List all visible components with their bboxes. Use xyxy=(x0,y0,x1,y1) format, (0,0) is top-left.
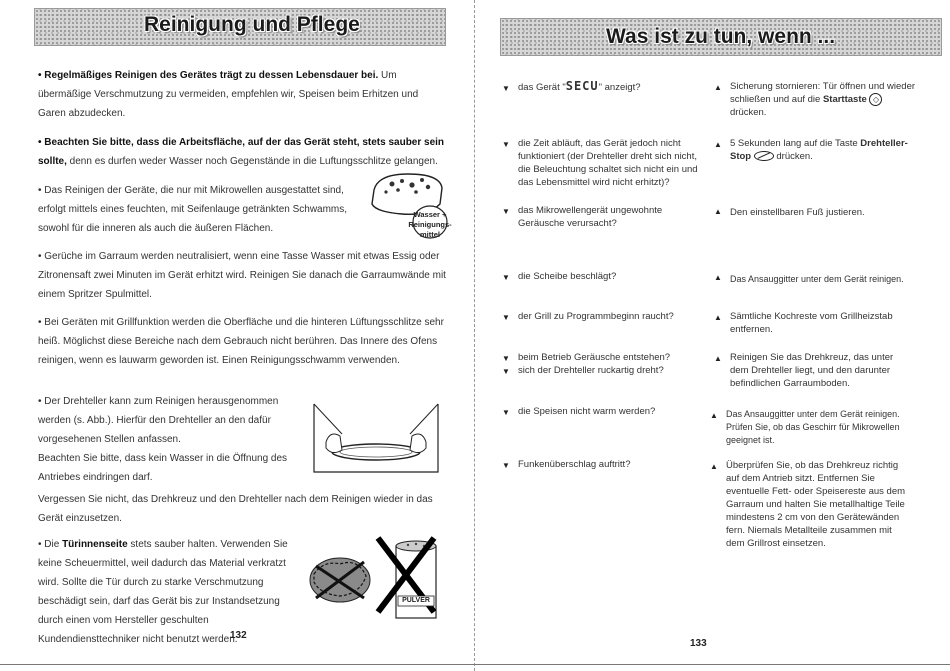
question-marker: ▼ xyxy=(502,461,510,470)
question-marker: ▼ xyxy=(502,367,510,376)
answer-marker: ▲ xyxy=(710,462,718,471)
answer-4: Das Ansauggitter unter dem Gerät reinigen. xyxy=(730,274,904,284)
paragraph-grill-function: • Bei Geräten mit Grillfunktion werden die Oberfläche und die hinteren Lüftungsschlitze sehr heiß. Möglichst diese Bereiche nach dem Gebrauch nicht berühren. Das Innere des Ofens reinigen, wenn es lauwarm geworden ist. Einen Reinigungsschwamm verwenden. xyxy=(38,317,444,366)
question-4: die Scheibe beschlägt? xyxy=(518,271,617,282)
paragraph-reinsert-reminder: Vergessen Sie nicht, das Drehkreuz und den Drehteller nach dem Reinigen wieder in das Gerät einzusetzen. xyxy=(38,494,433,524)
paragraph-work-surface: • Beachten Sie bitte, dass die Arbeitsfläche, auf der das Gerät steht, stets sauber sein sollte, denn es durfen weder Wasser noch Gegenstände in die Luftungsschlitze gelangen. xyxy=(38,137,445,167)
question-marker: ▼ xyxy=(502,84,510,93)
paragraph-door-inside: • Die Türinnenseite stets sauber halten. Verwenden Sie keine Scheuermittel, weil dadurch das Material verkratzt wird. Sollte die Tür durch zu starke Verschmutzung beschädigt sein, darf das Gerät bis zur Instandsetzung durch einen vom Hersteller geschulten Kundendiensttechniker nicht benutzt werden. xyxy=(38,539,288,645)
no-abrasive-illustration xyxy=(300,536,448,622)
sponge-label: Wasser + Reinigungs- mittel xyxy=(408,210,452,239)
left-page-number: 132 xyxy=(230,630,247,641)
question-marker: ▼ xyxy=(502,313,510,322)
question-1: das Gerät "SECU" anzeigt? xyxy=(518,79,641,93)
left-page-title: Reinigung und Pflege xyxy=(144,13,360,36)
pulver-label: PULVER xyxy=(402,597,430,604)
paragraph-sponge-cleaning: • Das Reinigen der Geräte, die nur mit Mikrowellen ausgestattet sind, erfolgt mittels eines feuchten, mit Seifenlauge getränkten Schwamms, sowohl für die inneren als auch die äußeren Flächen. xyxy=(38,185,348,234)
answer-marker: ▲ xyxy=(714,83,722,92)
question-6b: sich der Drehteller ruckartig dreht? xyxy=(518,365,664,376)
answer-6: Reinigen Sie das Drehkreuz, das unter dem Drehteller liegt, und den darunter befindlichen Garraumboden. xyxy=(730,352,894,389)
answer-7: Das Ansauggitter unter dem Gerät reinigen. Prüfen Sie, ob das Geschirr für Mikrowellen geeignet ist. xyxy=(726,409,900,445)
answer-3: Den einstellbaren Fuß justieren. xyxy=(730,207,865,218)
question-marker: ▼ xyxy=(502,354,510,363)
question-6: beim Betrieb Geräusche entstehen? xyxy=(518,352,671,363)
turntable-stop-icon xyxy=(754,151,774,161)
start-key-icon: ◇ xyxy=(869,93,882,106)
answer-1: Sicherung stornieren: Tür öffnen und wieder schließen und auf die Starttaste ◇ drücken. xyxy=(730,81,916,119)
question-marker: ▼ xyxy=(502,140,510,149)
question-2: die Zeit abläuft, das Gerät jedoch nicht funktioniert (der Drehteller dreht sich nicht, die Beleuchtung schaltet sich nicht ein und das Lebensmittel wird nicht erhitzt)? xyxy=(518,138,698,188)
question-marker: ▼ xyxy=(502,408,510,417)
right-page xyxy=(478,0,950,671)
answer-marker: ▲ xyxy=(714,354,722,363)
secu-display: SECU xyxy=(565,79,599,93)
answer-marker: ▲ xyxy=(714,140,722,149)
turntable-illustration xyxy=(312,402,440,484)
right-page-title: Was ist zu tun, wenn ... xyxy=(606,25,836,48)
question-marker: ▼ xyxy=(502,273,510,282)
answer-2: 5 Sekunden lang auf die Taste Drehteller-Stop drücken. xyxy=(730,138,908,162)
question-5: der Grill zu Programmbeginn raucht? xyxy=(518,311,674,322)
question-marker: ▼ xyxy=(502,207,510,216)
answer-marker: ▲ xyxy=(714,273,722,282)
answer-marker: ▲ xyxy=(714,207,722,216)
bottom-rule xyxy=(0,664,950,665)
answer-marker: ▲ xyxy=(710,411,718,420)
answer-8: Überprüfen Sie, ob das Drehkreuz richtig auf dem Antrieb sitzt. Entfernen Sie eventuelle Fett- oder Speisereste aus dem Garraum und halten Sie metallhaltige Teile mindestens 2 cm von den Gerätewänden fern. Niemals Metallteile zusammen mit dem Grillrost einsetzen. xyxy=(726,460,906,549)
paragraph-odors: • Gerüche im Garraum werden neutralisiert, wenn eine Tasse Wasser mit etwas Essig oder Zitronensaft zwei Minuten im Gerät erhitzt wird. Reinigen Sie danach die Garraumwände mit einem Spritzer Spulmittel. xyxy=(38,251,446,300)
paragraph-regular-cleaning: • Regelmäßiges Reinigen des Gerätes trägt zu dessen Lebensdauer bei. Um übermäßige Verschmutzung zu vermeiden, empfehlen wir, Speisen beim Erhitzen und Garen abzudecken. xyxy=(38,70,419,119)
answer-marker: ▲ xyxy=(714,313,722,322)
answer-5: Sämtliche Kochreste vom Grillheizstab entfernen. xyxy=(730,311,893,335)
paragraph-turntable-removal: • Der Drehteller kann zum Reinigen herausgenommen werden (s. Abb.). Hierfür den Drehteller an den dafür vorgesehenen Stellen anfassen. Beachten Sie bitte, dass kein Wasser in die Öffnung des Antriebes eindringen darf. xyxy=(38,396,288,483)
left-page xyxy=(0,0,474,671)
question-3: das Mikrowellengerät ungewohnte Geräusche verursacht? xyxy=(518,205,663,229)
question-7: die Speisen nicht warm werden? xyxy=(518,406,656,417)
right-page-number: 133 xyxy=(690,638,707,649)
question-8: Funkenüberschlag auftritt? xyxy=(518,459,631,470)
